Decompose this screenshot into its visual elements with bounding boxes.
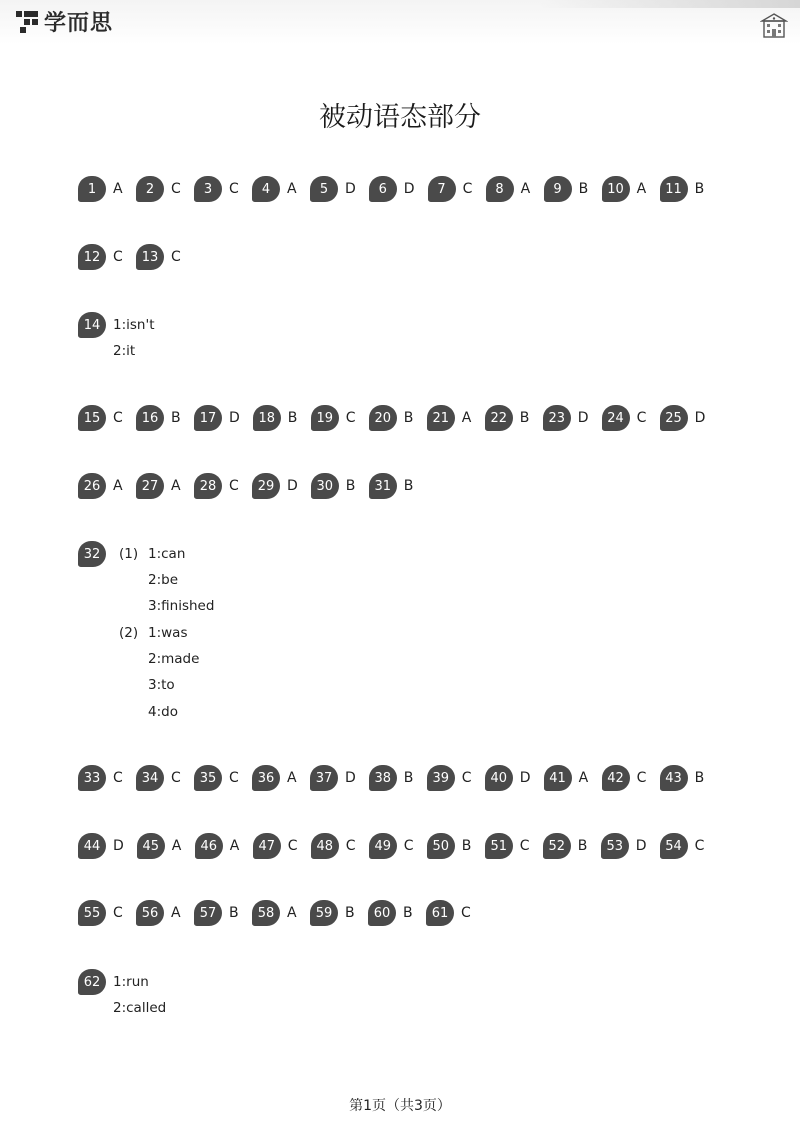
question-number-badge: 24 <box>602 405 630 431</box>
answer-line: 2:made <box>148 651 200 667</box>
answer-item <box>136 244 181 270</box>
answer-item <box>253 405 298 431</box>
answer-item <box>427 405 472 431</box>
question-number-badge: 53 <box>601 833 629 859</box>
answer-item <box>311 405 356 431</box>
answer-item <box>78 900 123 926</box>
answer-item <box>660 765 705 791</box>
question-number-badge: 37 <box>310 765 338 791</box>
answer-item <box>369 833 414 859</box>
answer-item <box>369 405 414 431</box>
answer-item <box>660 833 705 859</box>
question-number-badge: 40 <box>485 765 513 791</box>
question-number-badge: 22 <box>485 405 513 431</box>
corner-shade <box>540 0 800 8</box>
answer-item <box>194 176 239 202</box>
question-number-badge: 7 <box>428 176 456 202</box>
answer-item <box>485 833 530 859</box>
answer-letter: D <box>345 770 356 786</box>
question-number-badge: 45 <box>137 833 165 859</box>
answer-line: 1:run <box>113 974 149 990</box>
answer-letter: B <box>287 410 298 426</box>
answer-letter: C <box>345 410 356 426</box>
answer-item <box>252 473 298 499</box>
answer-item <box>78 833 124 859</box>
question-number-badge: 47 <box>253 833 281 859</box>
question-number-badge: 10 <box>602 176 630 202</box>
answer-row <box>78 900 484 926</box>
answer-item <box>427 765 472 791</box>
answer-letter: D <box>229 410 240 426</box>
answer-letter: C <box>171 249 181 265</box>
page-title: 被动语态部分 <box>319 102 481 133</box>
question-number-badge: 32 <box>78 541 106 567</box>
answer-letter: B <box>694 770 705 786</box>
question-number-badge: 44 <box>78 833 106 859</box>
answer-letter: A <box>578 770 589 786</box>
answer-letter: C <box>345 838 356 854</box>
answer-line: 2:be <box>148 572 179 588</box>
answer-letter: B <box>171 410 181 426</box>
answer-item <box>252 900 297 926</box>
answer-letter: C <box>171 770 181 786</box>
answer-letter: D <box>287 478 298 494</box>
answer-item <box>78 244 123 270</box>
question-number-badge: 49 <box>369 833 397 859</box>
answer-letter: A <box>287 905 297 921</box>
question-number-badge: 38 <box>369 765 397 791</box>
question-number-badge: 36 <box>252 765 280 791</box>
answer-item <box>660 176 705 202</box>
answer-letter: B <box>519 410 530 426</box>
question-number-badge: 54 <box>660 833 688 859</box>
logo-text: 学而思 <box>44 10 114 36</box>
question-number-badge: 42 <box>602 765 630 791</box>
question-number-badge: 61 <box>426 900 454 926</box>
answer-letter: A <box>113 181 123 197</box>
answer-letter: A <box>287 181 297 197</box>
question-number-badge: 20 <box>369 405 397 431</box>
answer-letter: C <box>113 905 123 921</box>
answer-line: 3:finished <box>148 598 215 614</box>
question-number-badge: 11 <box>660 176 688 202</box>
answer-letter: A <box>287 770 297 786</box>
question-number-badge: 28 <box>194 473 222 499</box>
answer-letter: C <box>229 181 239 197</box>
answer-item <box>310 176 356 202</box>
answer-letter: B <box>403 410 414 426</box>
answer-item <box>485 765 531 791</box>
logo <box>14 6 113 36</box>
answer-line: 2:it <box>113 343 136 359</box>
question-number-badge: 39 <box>427 765 455 791</box>
answer-line: 1:can <box>148 546 186 562</box>
answer-letter: C <box>403 838 414 854</box>
answer-item <box>194 405 240 431</box>
sub-part-label: (2) <box>119 625 139 641</box>
question-number-badge: 27 <box>136 473 164 499</box>
answer-item <box>602 176 647 202</box>
answer-letter: A <box>461 410 472 426</box>
answer-letter: B <box>578 181 589 197</box>
answer-item <box>194 765 239 791</box>
answer-letter: C <box>462 181 473 197</box>
answer-row <box>78 176 718 202</box>
answer-letter: D <box>519 770 531 786</box>
answer-item <box>194 900 239 926</box>
answer-letter: B <box>345 905 355 921</box>
answer-item <box>311 833 356 859</box>
question-number-badge: 52 <box>543 833 571 859</box>
question-number-badge: 15 <box>78 405 106 431</box>
xueersi-logo-mark-icon <box>14 7 42 35</box>
answer-letter: A <box>171 905 181 921</box>
question-number-badge: 48 <box>311 833 339 859</box>
answer-row <box>78 244 194 270</box>
answer-item <box>136 473 181 499</box>
answer-letter: C <box>636 410 647 426</box>
question-number-badge: 58 <box>252 900 280 926</box>
answer-item <box>601 833 647 859</box>
question-number-badge: 2 <box>136 176 164 202</box>
answer-letter: C <box>519 838 530 854</box>
answer-letter: C <box>229 478 239 494</box>
question-number-badge: 14 <box>78 312 106 338</box>
answer-line: 2:called <box>113 1000 167 1016</box>
answer-item <box>544 765 589 791</box>
answer-item <box>78 405 123 431</box>
answer-item <box>602 765 647 791</box>
answer-item <box>485 405 530 431</box>
answer-letter: D <box>577 410 589 426</box>
question-number-badge: 30 <box>311 473 339 499</box>
question-number-badge: 21 <box>427 405 455 431</box>
answer-letter: D <box>694 410 706 426</box>
answer-letter: B <box>403 905 413 921</box>
question-number-badge: 56 <box>136 900 164 926</box>
question-number-badge: 13 <box>136 244 164 270</box>
answer-letter: B <box>345 478 356 494</box>
question-number-badge: 62 <box>78 969 106 995</box>
answer-item <box>78 176 123 202</box>
answer-row <box>78 405 718 431</box>
answer-letter: B <box>403 770 414 786</box>
answer-item <box>602 405 647 431</box>
answer-item <box>428 176 473 202</box>
answer-item <box>252 765 297 791</box>
answer-letter: C <box>113 410 123 426</box>
answer-letter: A <box>171 478 181 494</box>
answer-letter: A <box>520 181 531 197</box>
answer-item <box>368 900 413 926</box>
answer-item <box>543 405 589 431</box>
question-number-badge: 5 <box>310 176 338 202</box>
answer-item <box>78 765 123 791</box>
answer-letter: C <box>113 770 123 786</box>
question-number-badge: 55 <box>78 900 106 926</box>
answer-letter: C <box>171 181 181 197</box>
question-number-badge: 46 <box>195 833 223 859</box>
school-building-icon <box>760 12 788 40</box>
question-number-badge: 12 <box>78 244 106 270</box>
question-number-badge: 51 <box>485 833 513 859</box>
answer-item <box>310 900 355 926</box>
answer-letter: A <box>113 478 123 494</box>
answer-item <box>194 473 239 499</box>
question-number-badge: 19 <box>311 405 339 431</box>
question-number-badge: 9 <box>544 176 572 202</box>
page-footer: 第1页（共3页） <box>349 1098 451 1114</box>
answer-item <box>137 833 182 859</box>
question-number-badge: 57 <box>194 900 222 926</box>
answer-item <box>369 473 414 499</box>
answer-letter: D <box>345 181 356 197</box>
answer-row <box>78 833 718 859</box>
question-number-badge: 16 <box>136 405 164 431</box>
answer-letter: B <box>229 905 239 921</box>
answer-item <box>252 176 297 202</box>
answer-item <box>427 833 472 859</box>
question-number-badge: 8 <box>486 176 514 202</box>
question-number-badge: 17 <box>194 405 222 431</box>
question-number-badge: 35 <box>194 765 222 791</box>
question-number-badge: 34 <box>136 765 164 791</box>
question-number-badge: 41 <box>544 765 572 791</box>
answer-letter: C <box>113 249 123 265</box>
question-number-badge: 18 <box>253 405 281 431</box>
answer-line: 4:do <box>148 704 178 720</box>
answer-line: 1:was <box>148 625 188 641</box>
question-number-badge: 33 <box>78 765 106 791</box>
answer-item <box>136 405 181 431</box>
answer-item <box>369 765 414 791</box>
question-number-badge: 25 <box>660 405 688 431</box>
answer-letter: D <box>635 838 647 854</box>
answer-item <box>544 176 589 202</box>
answer-letter: C <box>461 770 472 786</box>
answer-letter: C <box>461 905 471 921</box>
answer-item <box>310 765 356 791</box>
answer-letter: B <box>577 838 588 854</box>
answer-item <box>486 176 531 202</box>
answer-letter: B <box>694 181 705 197</box>
answer-letter: A <box>636 181 647 197</box>
answer-item <box>543 833 588 859</box>
answer-letter: C <box>287 838 298 854</box>
answer-letter: B <box>403 478 414 494</box>
question-number-badge: 1 <box>78 176 106 202</box>
answer-item <box>253 833 298 859</box>
answer-item <box>369 176 415 202</box>
answer-row <box>78 473 427 499</box>
question-number-badge: 26 <box>78 473 106 499</box>
question-number-badge: 3 <box>194 176 222 202</box>
question-number-badge: 50 <box>427 833 455 859</box>
question-number-badge: 60 <box>368 900 396 926</box>
answer-letter: C <box>636 770 647 786</box>
answer-letter: C <box>229 770 239 786</box>
question-number-badge: 31 <box>369 473 397 499</box>
answer-item <box>78 473 123 499</box>
answer-row <box>78 765 718 791</box>
answer-item <box>426 900 471 926</box>
answer-letter: A <box>171 838 182 854</box>
answer-letter: C <box>694 838 705 854</box>
answer-item <box>195 833 240 859</box>
answer-item <box>136 176 181 202</box>
question-number-badge: 29 <box>252 473 280 499</box>
answer-letter: D <box>403 181 415 197</box>
answer-line: 3:to <box>148 677 175 693</box>
question-number-badge: 43 <box>660 765 688 791</box>
answer-item <box>136 900 181 926</box>
answer-line: 1:isn't <box>113 317 155 333</box>
question-number-badge: 4 <box>252 176 280 202</box>
question-number-badge: 23 <box>543 405 571 431</box>
answer-item <box>136 765 181 791</box>
question-number-badge: 59 <box>310 900 338 926</box>
answer-item <box>311 473 356 499</box>
answer-letter: B <box>461 838 472 854</box>
sub-part-label: (1) <box>119 546 139 562</box>
answer-item <box>660 405 706 431</box>
question-number-badge: 6 <box>369 176 397 202</box>
answer-letter: D <box>113 838 124 854</box>
answer-letter: A <box>229 838 240 854</box>
